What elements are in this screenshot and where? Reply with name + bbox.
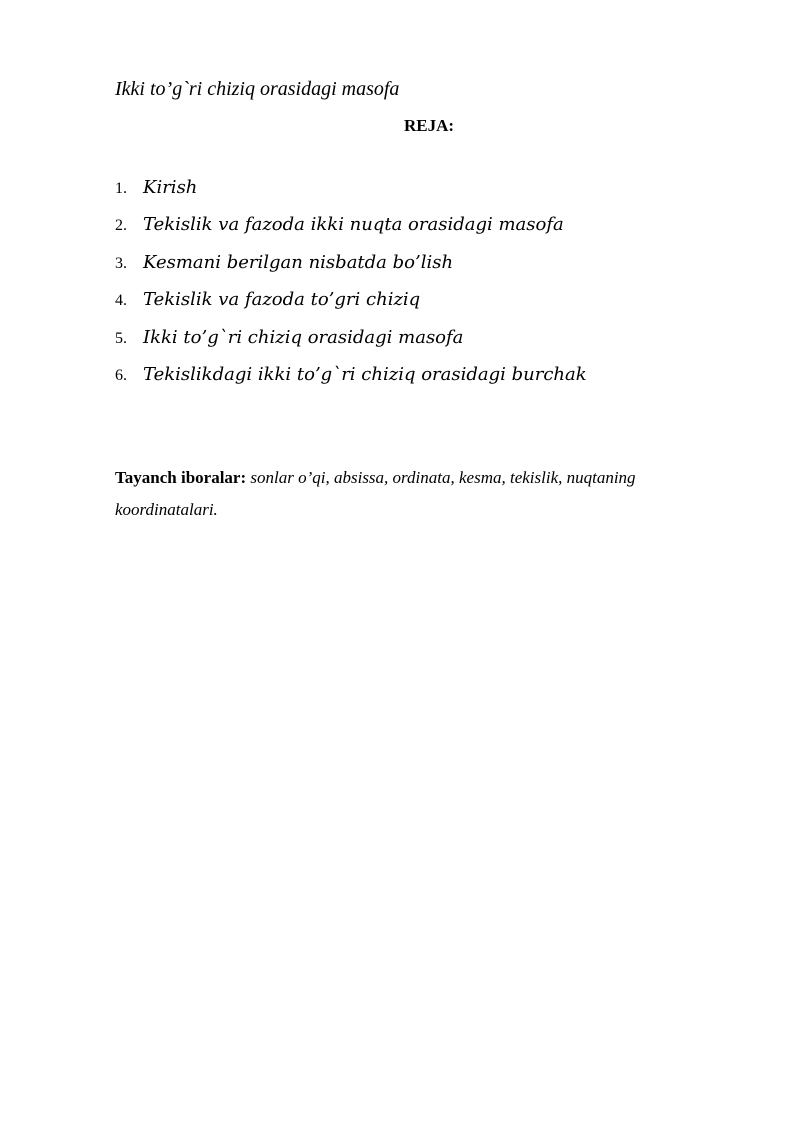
plan-item-number: 6. <box>115 366 127 384</box>
plan-item-text: Kirish <box>143 177 198 198</box>
plan-item-number: 5. <box>115 329 127 347</box>
plan-item-number: 1. <box>115 180 127 197</box>
plan-item-text: Tekislik va fazoda to’gri chiziq <box>143 289 421 311</box>
plan-item-text: Tekislik va fazoda ikki nuqta orasidagi masofa <box>143 214 564 236</box>
plan-item-text: Tekislikdagi ikki to’g`ri chiziq orasidagi burchak <box>143 363 587 385</box>
plan-heading: REJA: <box>403 116 455 135</box>
keywords-text: sonlar o’qi, absissa, ordinata, kesma, tekislik, nuqtaning koordinatalari. <box>115 468 636 519</box>
plan-item <box>115 252 587 289</box>
plan-item-text: Ikki to’g`ri chiziq orasidagi masofa <box>143 326 464 348</box>
keywords-paragraph <box>115 462 715 526</box>
plan-item <box>115 364 587 401</box>
plan-item-number: 2. <box>115 217 127 235</box>
plan-item <box>115 289 587 326</box>
document-title: Ikki to’g`ri chiziq orasidagi masofa <box>115 78 400 100</box>
plan-item-number: 4. <box>115 292 127 310</box>
plan-list <box>115 177 587 401</box>
plan-item <box>115 327 587 364</box>
plan-item-number: 3. <box>115 254 127 272</box>
plan-item <box>115 177 587 214</box>
keywords-label: Tayanch iboralar: <box>115 468 247 487</box>
plan-item-text: Kesmani berilgan nisbatda bo’lish <box>143 251 454 273</box>
plan-item <box>115 214 587 251</box>
